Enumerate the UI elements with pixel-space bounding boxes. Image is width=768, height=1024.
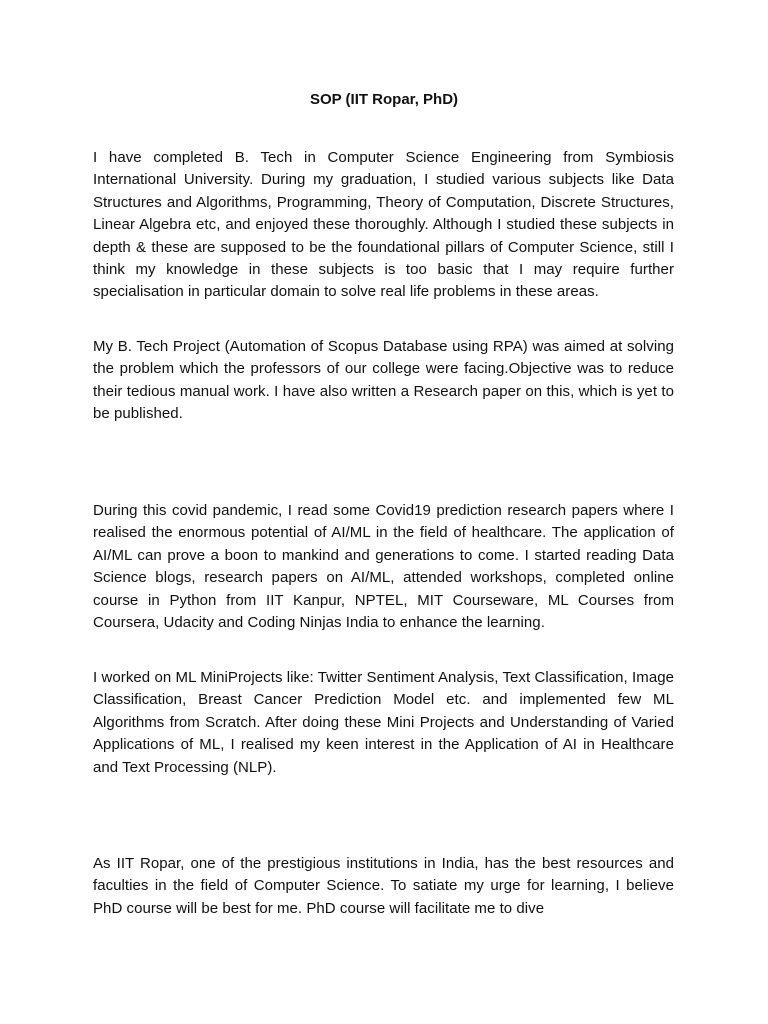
paragraph-education: I have completed B. Tech in Computer Science Engineering from Symbiosis International University. During my graduation, I studied various subjects like Data Structures and Algorithms, Programming, Theory of Computation, Discrete Structures, Linear Algebra etc, and enjoyed these thoroughly. Although I studied these subjects in depth & these are supposed to be the foundational pillars of Computer Science, still I think my knowledge in these subjects is too basic that I may require further specialisation in particular domain to solve real life problems in these areas. bbox=[93, 149, 674, 301]
paragraph-btech-project: My B. Tech Project (Automation of Scopus Database using RPA) was aimed at solving the problem which the professors of our college were facing.Objective was to reduce their tedious manual work. I have also written a Research paper on this, which is yet to be published. bbox=[93, 338, 674, 423]
paragraph-iit-ropar: As IIT Ropar, one of the prestigious institutions in India, has the best resources and faculties in the field of Computer Science. To satiate my urge for learning, I believe PhD course will be best for me. PhD course will facilitate me to dive bbox=[93, 855, 674, 917]
paragraph-covid-interest: During this covid pandemic, I read some Covid19 prediction research papers where I realised the enormous potential of AI/ML in the field of healthcare. The application of AI/ML can prove a boon to mankind and generations to come. I started reading Data Science blogs, research papers on AI/ML, attended workshops, completed online course in Python from IIT Kanpur, NPTEL, MIT Courseware, ML Courses from Coursera, Udacity and Coding Ninjas India to enhance the learning. bbox=[93, 502, 674, 632]
document-title: SOP (IIT Ropar, PhD) bbox=[309, 91, 459, 108]
paragraph-ml-projects: I worked on ML MiniProjects like: Twitter Sentiment Analysis, Text Classification, Image Classification, Breast Cancer Prediction Model etc. and implemented few ML Algorithms from Scratch. After doing these Mini Projects and Understanding of Varied Applications of ML, I realised my keen interest in the Application of AI in Healthcare and Text Processing (NLP). bbox=[93, 669, 674, 776]
